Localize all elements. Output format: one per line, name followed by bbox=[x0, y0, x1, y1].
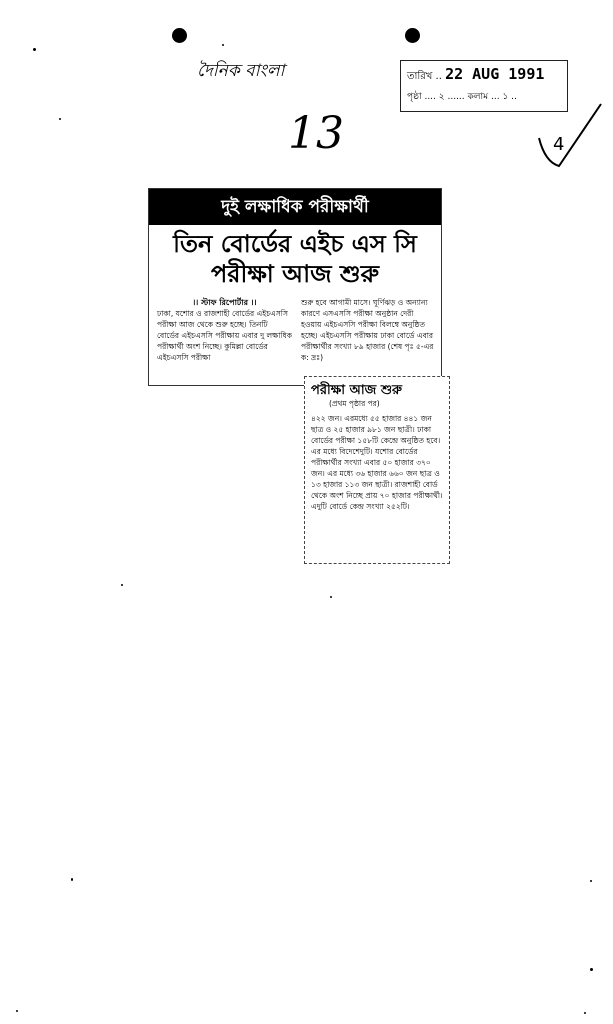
stamp-page-value: ২ bbox=[438, 92, 445, 102]
scan-speck bbox=[59, 118, 61, 120]
stamp-column-value: ১ bbox=[502, 92, 509, 102]
punch-hole-right bbox=[405, 28, 420, 43]
stamp-date-label: তারিখ bbox=[407, 71, 433, 82]
scan-speck bbox=[121, 584, 123, 586]
scan-speck bbox=[16, 1010, 18, 1012]
stamp-page-row: পৃষ্ঠা .... ২ ...... কলাম ... ১ .. bbox=[407, 92, 517, 102]
punch-hole-left bbox=[172, 28, 187, 43]
stamp-date-value: 22 AUG 1991 bbox=[445, 65, 545, 83]
article-reporter: ।। স্টাফ রিপোর্টার ।। bbox=[192, 298, 257, 307]
page-number: 13 bbox=[288, 108, 344, 159]
newspaper-name: দৈনিক বাংলা bbox=[197, 61, 285, 81]
scan-speck bbox=[71, 878, 73, 881]
continuation-title: পরীক্ষা আজ শুরু bbox=[311, 383, 403, 398]
article-kicker: দুই লক্ষাধিক পরীক্ষার্থী bbox=[149, 189, 441, 225]
stamp-page-label: পৃষ্ঠা bbox=[407, 92, 422, 102]
scan-speck bbox=[590, 880, 592, 882]
stamp-date-row: তারিখ .. 22 AUG 1991 bbox=[407, 65, 545, 83]
article-headline bbox=[155, 229, 435, 289]
stamp-column-label: কলাম bbox=[467, 92, 489, 102]
continuation-subtitle: (প্রথম পৃষ্ঠার পর) bbox=[329, 399, 380, 408]
continuation-body: ৪২২ জন। এরমধ্যে ৫৫ হাজার ৪৪১ জন ছাত্র ও ২৫ হাজার ৯৮১ জন ছাত্রী। ঢাকা বোর্ডের পরীক্ষা ১৫৮টি কেন্দ্রে অনুষ্ঠিত হবে। এর মধ্যে বিদেশেদুটি। যশোর বোর্ডের পরীক্ষার্থীর সংখ্যা এবার ৫০ হাজার ৩৭০ জন। এর মধ্যে ৩৬ হাজার ৬৬০ জন ছাত্র ও ১৩ হাজার ১১৩ জন ছাত্রী। রাজশাহী বোর্ড থেকে অংশ নিচ্ছে প্রায় ৭০ হাজার পরীক্ষার্থী। এদুটি বোর্ডে কেন্দ্র সংখ্যা ২৫২টি। bbox=[311, 414, 443, 511]
article-column-1 bbox=[157, 297, 292, 363]
article-column-1-text: ঢাকা, যশোর ও রাজশাহী বোর্ডের এইচএসসি পরীক্ষা আজ থেকে শুরু হচ্ছে। তিনটি বোর্ডের এইচএসসি পরীক্ষায় এবার দু লক্ষাধিক পরীক্ষার্থী অংশ নিচ্ছে। কুমিল্লা বোর্ডের এইচএসসি পরীক্ষা bbox=[157, 309, 292, 362]
continuation-clipping bbox=[304, 376, 450, 564]
check-mark-icon bbox=[535, 100, 605, 170]
article-clipping bbox=[148, 188, 442, 386]
scan-speck bbox=[222, 44, 224, 46]
tick-mark-number: 4 bbox=[553, 134, 565, 155]
scan-speck bbox=[33, 48, 36, 51]
headline-line-1: তিন বোর্ডের এইচ এস সি bbox=[173, 230, 417, 258]
scan-speck bbox=[590, 968, 593, 971]
article-column-2: শুরু হবে আগামী মাসে। ঘূর্ণিঝড় ও অন্যান্য কারণে এসএসসি পরীক্ষা অনুষ্ঠান দেরী হওয়ায় এইচএসসি পরীক্ষা বিলম্বে অনুষ্ঠিত হচ্ছে। এইচএসসি পরীক্ষায় ঢাকা বোর্ডে এবার পরীক্ষার্থীর সংখ্যা ৮৯ হাজার (শেষ পৃঃ ৫-এর ক: দ্রঃ) bbox=[301, 298, 434, 362]
scan-speck bbox=[330, 596, 332, 598]
headline-line-2: পরীক্ষা আজ শুরু bbox=[210, 260, 379, 288]
scan-speck bbox=[584, 1012, 586, 1014]
